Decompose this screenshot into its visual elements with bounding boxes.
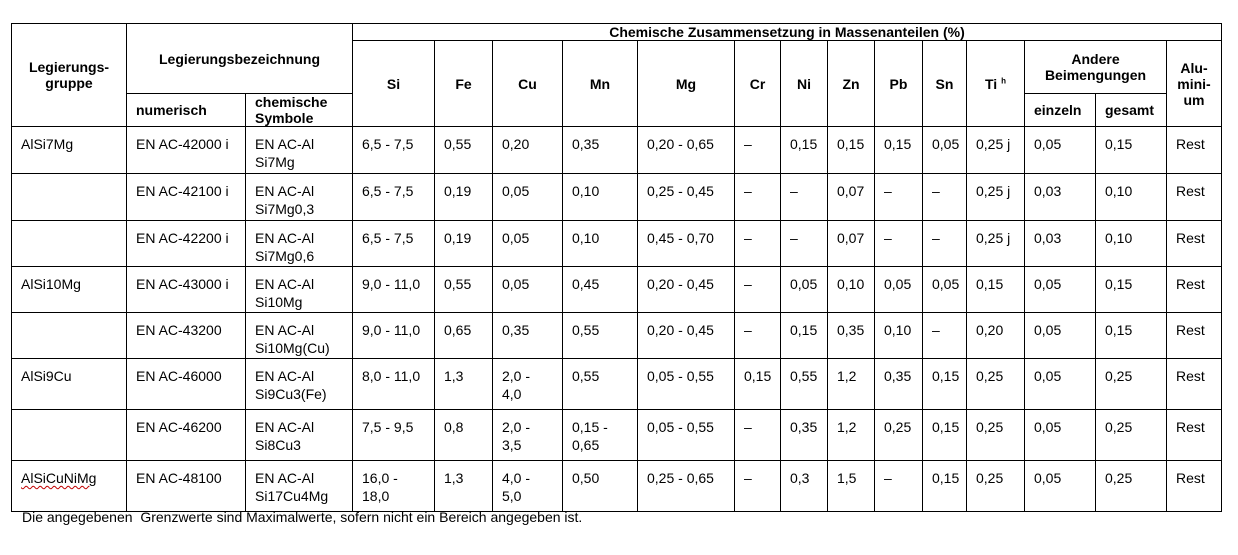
cell-pb: 0,10	[875, 313, 923, 359]
cell-si: 7,5 - 9,5	[353, 410, 435, 461]
cell-pb: –	[875, 461, 923, 512]
header-pb: Pb	[875, 41, 923, 127]
table-row	[12, 174, 1222, 221]
cell-ti: 0,25 j	[967, 174, 1025, 221]
header-ti	[967, 41, 1025, 127]
cell-si: 9,0 - 11,0	[353, 313, 435, 359]
cell-aluminium: Rest	[1167, 410, 1222, 461]
table-row	[12, 313, 1222, 359]
cell-single: 0,03	[1025, 174, 1096, 221]
cell-aluminium: Rest	[1167, 461, 1222, 512]
header-alloy-designation: Legierungsbezeichnung	[127, 24, 353, 94]
cell-ni: –	[781, 174, 828, 221]
cell-zn: 0,10	[828, 267, 875, 313]
header-cu: Cu	[493, 41, 563, 127]
cell-cu: 0,05	[493, 174, 563, 221]
cell-ti: 0,25 j	[967, 221, 1025, 267]
cell-sn: –	[923, 174, 967, 221]
cell-cu: 0,05	[493, 221, 563, 267]
cell-ni: 0,3	[781, 461, 828, 512]
table-row	[12, 221, 1222, 267]
cell-total: 0,15	[1096, 313, 1167, 359]
cell-single: 0,05	[1025, 267, 1096, 313]
cell-si: 6,5 - 7,5	[353, 127, 435, 174]
cell-mn: 0,10	[563, 221, 638, 267]
cell-alloy-group: AlSi10Mg	[12, 267, 127, 313]
table-row	[12, 461, 1222, 512]
cell-zn: 1,2	[828, 410, 875, 461]
cell-single: 0,05	[1025, 359, 1096, 410]
cell-cu: 2,0 - 3,5	[493, 410, 563, 461]
cell-sn: 0,15	[923, 410, 967, 461]
cell-fe: 1,3	[435, 359, 493, 410]
cell-total: 0,25	[1096, 359, 1167, 410]
cell-total: 0,10	[1096, 174, 1167, 221]
cell-chemical-symbols: EN AC-Al Si7Mg0,3	[246, 174, 353, 221]
cell-chemical-symbols: EN AC-Al Si10Mg(Cu)	[246, 313, 353, 359]
cell-mn: 0,10	[563, 174, 638, 221]
cell-pb: 0,25	[875, 410, 923, 461]
cell-chemical-symbols: EN AC-Al Si17Cu4Mg	[246, 461, 353, 512]
header-chemical-symbols: chemische Symbole	[246, 94, 353, 127]
cell-mg: 0,20 - 0,65	[638, 127, 735, 174]
cell-mg: 0,45 - 0,70	[638, 221, 735, 267]
header-ti-label: Ti	[985, 75, 998, 92]
cell-chemical-symbols: EN AC-Al Si8Cu3	[246, 410, 353, 461]
header-mg: Mg	[638, 41, 735, 127]
cell-numeric: EN AC-48100	[127, 461, 246, 512]
cell-total: 0,10	[1096, 221, 1167, 267]
header-chemical-composition: Chemische Zusammensetzung in Massenanteilen (%)	[353, 24, 1222, 41]
cell-mn: 0,55	[563, 313, 638, 359]
cell-mn: 0,45	[563, 267, 638, 313]
cell-chemical-symbols: EN AC-Al Si10Mg	[246, 267, 353, 313]
table-row	[12, 267, 1222, 313]
cell-ti: 0,25	[967, 410, 1025, 461]
table-body	[12, 127, 1222, 512]
cell-fe: 0,65	[435, 313, 493, 359]
cell-numeric: EN AC-46200	[127, 410, 246, 461]
cell-numeric: EN AC-43200	[127, 313, 246, 359]
cell-sn: 0,15	[923, 359, 967, 410]
cell-numeric: EN AC-46000	[127, 359, 246, 410]
cell-cu: 0,20	[493, 127, 563, 174]
cell-zn: 0,35	[828, 313, 875, 359]
cell-alloy-group	[12, 313, 127, 359]
cell-single: 0,05	[1025, 410, 1096, 461]
cell-fe: 0,19	[435, 174, 493, 221]
footnote: Die angegebenen Grenzwerte sind Maximalwerte, sofern nicht ein Bereich angegeben ist.	[22, 509, 583, 525]
cell-mg: 0,25 - 0,45	[638, 174, 735, 221]
header-other-admixtures: Andere Beimengungen	[1025, 41, 1167, 94]
cell-total: 0,15	[1096, 267, 1167, 313]
cell-ni: 0,05	[781, 267, 828, 313]
cell-alloy-group: AlSi9Cu	[12, 359, 127, 410]
cell-cu: 0,35	[493, 313, 563, 359]
cell-pb: 0,35	[875, 359, 923, 410]
cell-ti: 0,15	[967, 267, 1025, 313]
cell-cr: 0,15	[735, 359, 781, 410]
cell-ni: –	[781, 221, 828, 267]
cell-mg: 0,20 - 0,45	[638, 313, 735, 359]
cell-cr: –	[735, 127, 781, 174]
cell-zn: 0,07	[828, 221, 875, 267]
cell-si: 8,0 - 11,0	[353, 359, 435, 410]
cell-alloy-group	[12, 410, 127, 461]
cell-cr: –	[735, 461, 781, 512]
header-mn: Mn	[563, 41, 638, 127]
cell-mn: 0,15 - 0,65	[563, 410, 638, 461]
header-ti-footnote-mark: h	[1001, 75, 1006, 85]
cell-numeric: EN AC-43000 i	[127, 267, 246, 313]
cell-cu: 4,0 - 5,0	[493, 461, 563, 512]
cell-fe: 0,19	[435, 221, 493, 267]
cell-si: 16,0 - 18,0	[353, 461, 435, 512]
cell-numeric: EN AC-42100 i	[127, 174, 246, 221]
table-row	[12, 410, 1222, 461]
cell-sn: –	[923, 313, 967, 359]
cell-mn: 0,55	[563, 359, 638, 410]
cell-ni: 0,15	[781, 313, 828, 359]
cell-fe: 0,55	[435, 267, 493, 313]
cell-zn: 1,5	[828, 461, 875, 512]
composition-table	[11, 23, 1222, 512]
cell-aluminium: Rest	[1167, 127, 1222, 174]
cell-aluminium: Rest	[1167, 267, 1222, 313]
cell-alloy-group: AlSiCuNiMg	[12, 461, 127, 512]
header-zn: Zn	[828, 41, 875, 127]
cell-pb: 0,05	[875, 267, 923, 313]
cell-si: 6,5 - 7,5	[353, 221, 435, 267]
cell-sn: 0,05	[923, 127, 967, 174]
cell-si: 6,5 - 7,5	[353, 174, 435, 221]
cell-sn: –	[923, 221, 967, 267]
cell-zn: 0,07	[828, 174, 875, 221]
cell-chemical-symbols: EN AC-Al Si9Cu3(Fe)	[246, 359, 353, 410]
cell-ti: 0,20	[967, 313, 1025, 359]
cell-fe: 0,8	[435, 410, 493, 461]
cell-fe: 0,55	[435, 127, 493, 174]
header-si: Si	[353, 41, 435, 127]
cell-cr: –	[735, 410, 781, 461]
cell-ni: 0,55	[781, 359, 828, 410]
cell-single: 0,05	[1025, 127, 1096, 174]
cell-ti: 0,25	[967, 359, 1025, 410]
cell-mg: 0,20 - 0,45	[638, 267, 735, 313]
header-sn: Sn	[923, 41, 967, 127]
cell-ni: 0,15	[781, 127, 828, 174]
table-row	[12, 127, 1222, 174]
header-single: einzeln	[1025, 94, 1096, 127]
cell-mn: 0,50	[563, 461, 638, 512]
cell-zn: 0,15	[828, 127, 875, 174]
cell-aluminium: Rest	[1167, 359, 1222, 410]
cell-aluminium: Rest	[1167, 174, 1222, 221]
cell-total: 0,25	[1096, 410, 1167, 461]
cell-single: 0,05	[1025, 461, 1096, 512]
cell-pb: –	[875, 221, 923, 267]
table-row	[12, 359, 1222, 410]
cell-mn: 0,35	[563, 127, 638, 174]
header-numeric: numerisch	[127, 94, 246, 127]
cell-cr: –	[735, 313, 781, 359]
cell-single: 0,03	[1025, 221, 1096, 267]
header-cr: Cr	[735, 41, 781, 127]
cell-single: 0,05	[1025, 313, 1096, 359]
header-fe: Fe	[435, 41, 493, 127]
cell-mg: 0,05 - 0,55	[638, 410, 735, 461]
cell-total: 0,25	[1096, 461, 1167, 512]
cell-pb: 0,15	[875, 127, 923, 174]
cell-aluminium: Rest	[1167, 313, 1222, 359]
cell-chemical-symbols: EN AC-Al Si7Mg0,6	[246, 221, 353, 267]
cell-si: 9,0 - 11,0	[353, 267, 435, 313]
cell-ti: 0,25 j	[967, 127, 1025, 174]
cell-alloy-group	[12, 221, 127, 267]
cell-ti: 0,25	[967, 461, 1025, 512]
cell-pb: –	[875, 174, 923, 221]
cell-sn: 0,05	[923, 267, 967, 313]
cell-cu: 0,05	[493, 267, 563, 313]
cell-cr: –	[735, 174, 781, 221]
cell-mg: 0,05 - 0,55	[638, 359, 735, 410]
cell-cu: 2,0 - 4,0	[493, 359, 563, 410]
cell-fe: 1,3	[435, 461, 493, 512]
cell-numeric: EN AC-42000 i	[127, 127, 246, 174]
cell-chemical-symbols: EN AC-Al Si7Mg	[246, 127, 353, 174]
cell-aluminium: Rest	[1167, 221, 1222, 267]
cell-alloy-group	[12, 174, 127, 221]
cell-ni: 0,35	[781, 410, 828, 461]
header-alloy-group: Legierungs- gruppe	[12, 24, 127, 127]
cell-sn: 0,15	[923, 461, 967, 512]
cell-total: 0,15	[1096, 127, 1167, 174]
header-aluminium: Alu- mini- um	[1167, 41, 1222, 127]
cell-zn: 1,2	[828, 359, 875, 410]
cell-alloy-group: AlSi7Mg	[12, 127, 127, 174]
header-total: gesamt	[1096, 94, 1167, 127]
cell-cr: –	[735, 267, 781, 313]
cell-cr: –	[735, 221, 781, 267]
cell-mg: 0,25 - 0,65	[638, 461, 735, 512]
cell-numeric: EN AC-42200 i	[127, 221, 246, 267]
header-ni: Ni	[781, 41, 828, 127]
